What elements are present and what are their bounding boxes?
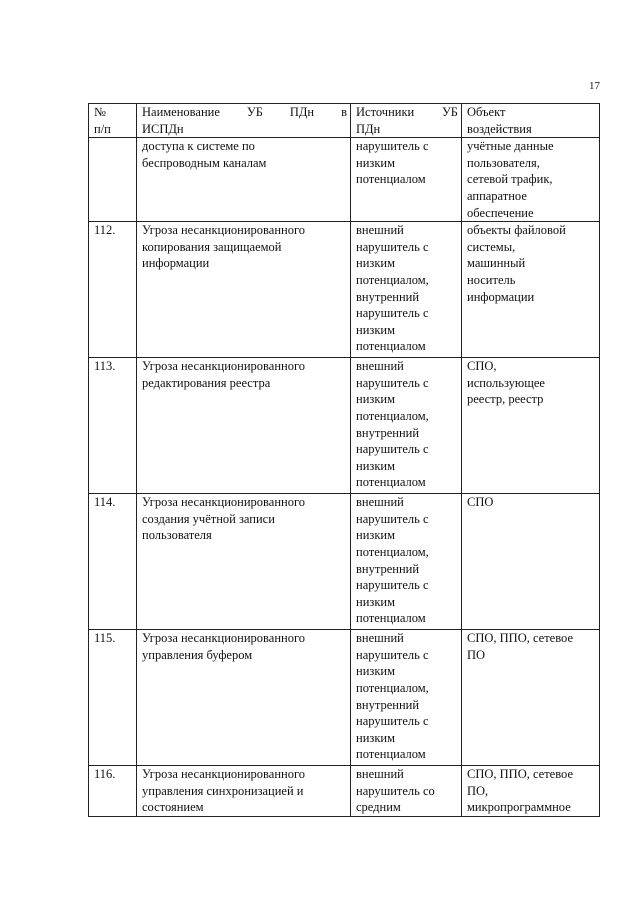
table-row	[89, 358, 600, 494]
header-sources-line1: Источники УБ	[356, 105, 458, 119]
header-sources-line2: ПДн	[356, 121, 381, 136]
header-sources	[351, 104, 462, 138]
row-number: 112.	[89, 222, 137, 358]
impact-object: СПО, ППО, сетевое ПО	[462, 630, 600, 766]
header-object: Объект воздействия	[462, 104, 600, 138]
threat-source: внешний нарушитель с низким потенциалом, внутренний нарушитель с низким потенциалом	[351, 222, 462, 358]
impact-object: СПО, ППО, сетевое ПО, микропрограммное	[462, 766, 600, 817]
row-number: 114.	[89, 494, 137, 630]
page-number: 17	[589, 80, 600, 92]
impact-object: объекты файловой системы, машинный носитель информации	[462, 222, 600, 358]
row-number: 115.	[89, 630, 137, 766]
table-row	[89, 494, 600, 630]
row-number	[89, 138, 137, 222]
row-number: 113.	[89, 358, 137, 494]
threat-source: нарушитель с низким потенциалом	[351, 138, 462, 222]
impact-object: СПО	[462, 494, 600, 630]
threat-name: Угроза несанкционированного создания учётной записи пользователя	[137, 494, 351, 630]
threat-name: Угроза несанкционированного управления буфером	[137, 630, 351, 766]
threat-source: внешний нарушитель с низким потенциалом, внутренний нарушитель с низким потенциалом	[351, 630, 462, 766]
threat-source: внешний нарушитель с низким потенциалом, внутренний нарушитель с низким потенциалом	[351, 358, 462, 494]
threat-name: Угроза несанкционированного управления синхронизацией и состоянием	[137, 766, 351, 817]
threat-name: доступа к системе по беспроводным каналам	[137, 138, 351, 222]
header-number: № п/п	[89, 104, 137, 138]
threat-name: Угроза несанкционированного копирования защищаемой информации	[137, 222, 351, 358]
impact-object: учётные данные пользователя, сетевой трафик, аппаратное обеспечение	[462, 138, 600, 222]
row-number: 116.	[89, 766, 137, 817]
threat-source: внешний нарушитель с низким потенциалом, внутренний нарушитель с низким потенциалом	[351, 494, 462, 630]
header-threat-name-line1: Наименование УБ ПДн в	[142, 105, 347, 119]
table-row	[89, 630, 600, 766]
table-row	[89, 766, 600, 817]
impact-object: СПО, использующее реестр, реестр	[462, 358, 600, 494]
header-threat-name	[137, 104, 351, 138]
table-row	[89, 222, 600, 358]
threat-source: внешний нарушитель со средним	[351, 766, 462, 817]
threat-name: Угроза несанкционированного редактирования реестра	[137, 358, 351, 494]
header-threat-name-line2: ИСПДн	[142, 121, 184, 136]
table-row	[89, 138, 600, 222]
table-header-row	[89, 104, 600, 138]
threats-table	[88, 103, 600, 817]
